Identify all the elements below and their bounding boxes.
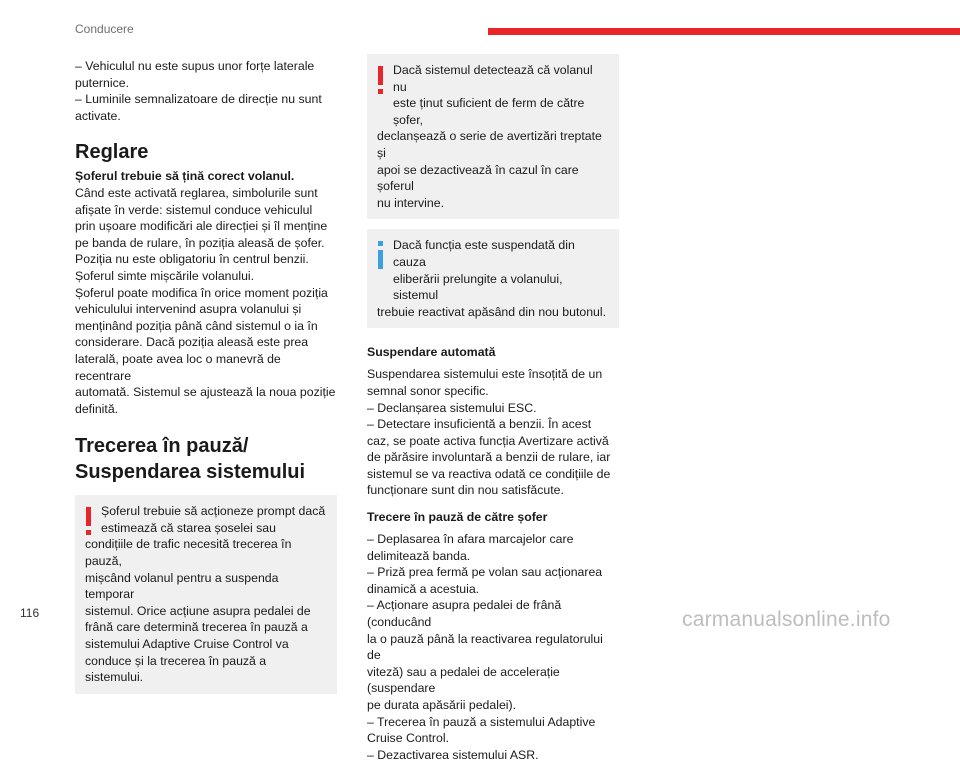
text-line: de părăsire involuntară a benzii de rulare, iar	[367, 450, 611, 465]
reglare-bold-line: Șoferul trebuie să țină corect volanul.	[75, 169, 295, 184]
text-line: Când este activată reglarea, simbolurile sunt	[75, 185, 318, 200]
text-line: laterală, poate avea loc o manevră de recentrare	[75, 351, 281, 383]
left-column	[75, 58, 337, 704]
text-line: funcționare sunt din nou satisfăcute.	[367, 483, 564, 498]
text-line: – Acționare asupra pedalei de frână (conducând	[367, 598, 562, 630]
text-line: condițiile de trafic necesită trecerea în pauză,	[85, 537, 292, 569]
text-line: Șoferul poate modifica în orice moment poziția	[75, 285, 328, 300]
auto-suspend-paragraph	[367, 366, 619, 499]
text-line: trebuie reactivat apăsând din nou butonul.	[377, 304, 607, 319]
text-line: considerare. Dacă poziția aleasă este prea	[75, 335, 309, 350]
right-column	[367, 54, 619, 763]
text-line: semnal sonor specific.	[367, 383, 489, 398]
text-line: apoi se dezactivează în cazul în care șoferul	[377, 162, 579, 194]
text-line: Dacă sistemul detectează că volanul nu	[393, 63, 593, 94]
text-line: definită.	[75, 401, 119, 416]
text-line: menținând poziția până când sistemul o ia în	[75, 318, 318, 333]
page-number: 116	[20, 606, 40, 620]
warning-exclamation-icon	[81, 507, 97, 537]
text-line: pe durata apăsării pedalei).	[367, 698, 517, 712]
warning-exclamation-icon	[373, 66, 389, 96]
text-line: frână care determină trecerea în pauză a	[85, 620, 308, 635]
text-line: viteză) sau a pedalei de accelerație (suspendare	[367, 664, 560, 696]
text-line: – Priză prea fermă pe volan sau acționarea	[367, 565, 603, 580]
driver-pause-paragraph	[367, 531, 619, 763]
text-line: mișcând volanul pentru a suspenda temporar	[85, 570, 279, 602]
text-line: declanșează o serie de avertizări treptate și	[377, 129, 602, 160]
text-line: nu intervine.	[377, 195, 444, 210]
info-text	[377, 237, 609, 320]
text-line: caz, se poate activa funcția Avertizare activă	[367, 433, 609, 448]
text-line: delimitează banda.	[367, 548, 471, 563]
pause-heading-line: Trecerea în pauză/	[75, 435, 249, 458]
intro-paragraph	[75, 58, 337, 124]
text-line: dinamică a acestuia.	[367, 581, 480, 596]
text-line: puternice.	[75, 75, 130, 90]
text-line: este ținut suficient de ferm de către șofer,	[393, 96, 585, 127]
text-line: afișate în verde: sistemul conduce vehiculul	[75, 202, 313, 217]
watermark-text: carmanualsonline.info	[682, 608, 891, 631]
text-line: sistemul. Orice acțiune asupra pedalei de	[85, 603, 311, 618]
warning-box	[75, 495, 337, 694]
auto-suspend-heading: Suspendare automată	[367, 345, 496, 360]
text-line: – Trecerea în pauză a sistemului Adaptive	[367, 714, 596, 729]
reglare-heading: Reglare	[75, 141, 149, 164]
text-line: Șoferul trebuie să acționeze prompt dacă	[101, 504, 326, 519]
pause-heading	[75, 433, 337, 485]
text-line: – Luminile semnalizatoare de direcție nu sunt	[75, 92, 322, 107]
text-line: Dacă funcția este suspendată din cauza	[393, 238, 575, 269]
reglare-paragraph	[75, 168, 337, 417]
text-line: – Dezactivarea sistemului ASR.	[367, 747, 539, 762]
text-line: automată. Sistemul se ajustează la noua poziție	[75, 385, 336, 400]
text-line: prin ușoare modificări ale direcției și îl menține	[75, 219, 328, 234]
text-line: Poziția nu este obligatoriu în centrul benzii.	[75, 252, 309, 267]
text-line: – Declanșarea sistemului ESC.	[367, 400, 537, 415]
text-line: activate.	[75, 108, 121, 123]
warning-text	[85, 503, 327, 686]
text-line: Suspendarea sistemului este însoțită de un	[367, 367, 603, 382]
text-line: – Vehiculul nu este supus unor forțe laterale	[75, 59, 315, 73]
page-header-title: Conducere	[75, 22, 134, 36]
text-line: la o pauză până la reactivarea regulatorului de	[367, 631, 603, 663]
warning-text	[377, 62, 609, 211]
text-line: Șoferul simte mișcările volanului.	[75, 268, 255, 283]
text-line: – Deplasarea în afara marcajelor care	[367, 532, 574, 547]
text-line: Cruise Control.	[367, 731, 450, 746]
text-line: sistemul se va reactiva odată ce condițiile de	[367, 466, 611, 481]
pause-heading-line: Suspendarea sistemului	[75, 461, 306, 484]
text-line: eliberării prelungite a volanului, sistemul	[393, 271, 563, 303]
text-line: vehiculului intervenind asupra volanului și	[75, 302, 302, 317]
info-box	[367, 229, 619, 328]
text-line: conduce și la trecerea în pauză a sistemului.	[85, 653, 267, 685]
text-line: estimează că starea șoselei sau	[101, 520, 276, 535]
text-line: pe banda de rulare, în poziția aleasă de șofer.	[75, 235, 325, 250]
driver-pause-heading: Trecere în pauză de către șofer	[367, 510, 548, 525]
info-icon	[373, 241, 389, 271]
warning-box	[367, 54, 619, 219]
header-accent-bar	[488, 28, 960, 35]
text-line: sistemului Adaptive Cruise Control va	[85, 637, 289, 652]
text-line: – Detectare insuficientă a benzii. În acest	[367, 417, 592, 432]
